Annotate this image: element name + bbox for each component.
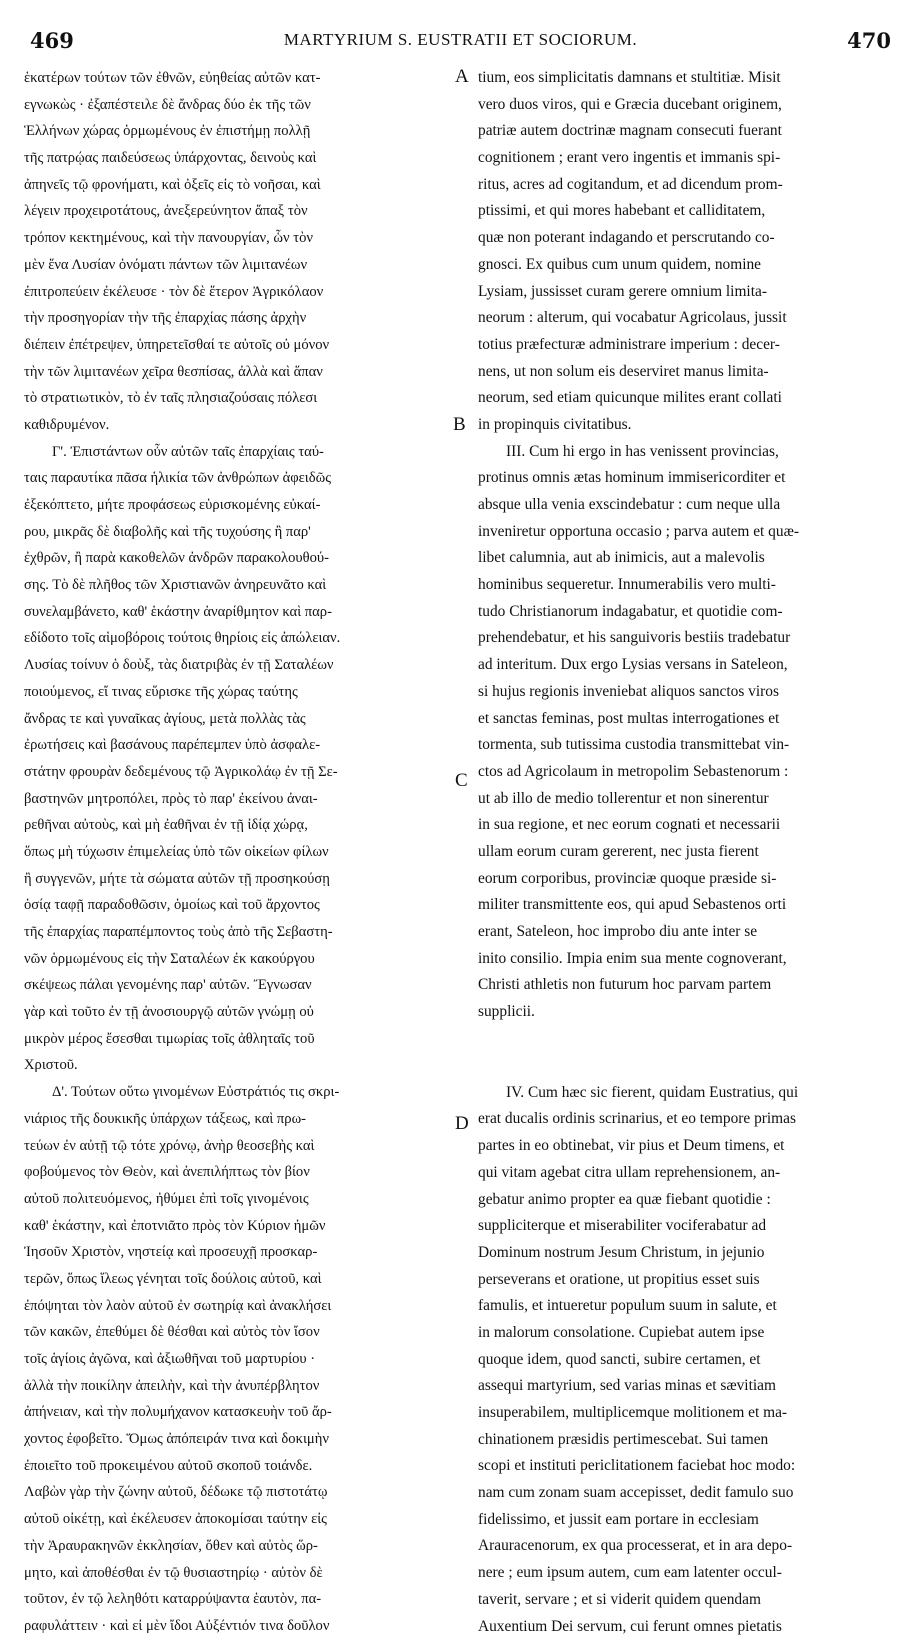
text-line: Ἰησοῦν Χριστὸν, νηστείᾳ καὶ προσευχῇ προσκαρ- (24, 1239, 462, 1266)
text-line: cognitionem ; erant vero ingentis et immanis spi- (478, 145, 895, 172)
text-line: in sua regione, et nec eorum cognati et necessarii (478, 812, 895, 839)
text-line: ritus, acres ad cogitandum, et ad dicendum prom- (478, 172, 895, 199)
text-line: σκέψεως πάλαι γενομένης παρ' αὐτῶν. Ἔγνωσαν (24, 972, 462, 999)
text-line: ut ab illo de medio tollerentur et non sinerentur (478, 786, 895, 813)
text-line: nam cum zonam suam accepisset, dedit famulo suo (478, 1480, 895, 1507)
text-line: Ἑλλήνων χώρας ὁρμωμένους ἐν ἐπιστήμῃ πολλῇ (24, 118, 462, 145)
text-line: τοῦτον, ἐν τῷ λεληθότι καταρρύψαντα ἑαυτὸν, πα- (24, 1586, 462, 1613)
section-marker-b: B (453, 414, 466, 436)
text-line: ἄνδρας τε καὶ γυναῖκας ἁγίους, μετὰ πολλὰς τὰς (24, 706, 462, 733)
text-line: Dominum nostrum Jesum Christum, in jejunio (478, 1240, 895, 1267)
right-page-number: 470 (847, 28, 891, 53)
text-line: Λυσίας τοίνυν ὁ δοὺξ, τὰς διατριβὰς ἐν τῇ Σαταλέων (24, 652, 462, 679)
section-marker-c: C (455, 770, 468, 792)
text-line: νῶν ὁρμωμένους εἰς τὴν Σαταλέων ἐκ κακούργου (24, 946, 462, 973)
text-line: vero duos viros, qui e Græcia ducebant originem, (478, 92, 895, 119)
text-line: tormenta, sub tutissima custodia transmittebat vin- (478, 732, 895, 759)
text-line: εγνωκὼς · ἐξαπέστειλε δὲ ἄνδρας δύο ἐκ τῆς τῶν (24, 92, 462, 119)
text-line: chinationem præsidis pertimescebat. Sui tamen (478, 1427, 895, 1454)
text-line: Christi athletis non futurum hoc parvam partem (478, 972, 895, 999)
text-line: ἐχθρῶν, ἢ παρὰ κακοθελῶν ἀνδρῶν παρακολουθού- (24, 545, 462, 572)
text-line: βαστηνῶν μητροπόλει, πρὸς τὸ παρ' ἐκείνου ἀναι- (24, 786, 462, 813)
text-line: prehendebatur, et his sanguivoris bestiis tradebatur (478, 625, 895, 652)
text-line: ἀλλὰ τὴν ποικίλην ἀπειλὴν, καὶ τὴν ἀνυπέρβλητον (24, 1373, 462, 1400)
text-line: τοῖς ἁγίοις ἀγῶνα, καὶ ἀξιωθῆναι τοῦ μαρτυρίου · (24, 1346, 462, 1373)
text-line: et sanctas feminas, post multas interrogationes et (478, 706, 895, 733)
text-line: εδίδοτο τοῖς αἱμοβόροις τούτοις θηρίοις εἰς ἀπώλειαν. (24, 625, 462, 652)
text-line: quæ non poterant indagando et perscrutando co- (478, 225, 895, 252)
text-line: tium, eos simplicitatis damnans et stultitiæ. Misit (478, 65, 895, 92)
text-line: ποιούμενος, εἴ τινας εὕρισκε τῆς χώρας ταύτης (24, 679, 462, 706)
text-line: καθιδρυμένον. (24, 412, 462, 439)
text-line: τρόπον κεκτημένους, καὶ τὴν πανουργίαν, ὧν τὸν (24, 225, 462, 252)
text-line: συνελαμβάνετο, καθ' ἑκάστην ἀναρίθμητον καὶ παρ- (24, 599, 462, 626)
text-line: in malorum consolatione. Cupiebat autem ipse (478, 1320, 895, 1347)
text-line: ἐρωτήσεις καὶ βασάνους παρέπεμπεν ὑπὸ ἀσφαλε- (24, 732, 462, 759)
text-line: nere ; eum ipsum autem, cum eam latenter occul- (478, 1560, 895, 1587)
text-line: erant, Sateleon, hoc improbo diu ante inter se (478, 919, 895, 946)
text-line: Lysiam, jussisset curam gerere omnium limita- (478, 279, 895, 306)
text-line: in propinquis civitatibus. (478, 412, 895, 439)
text-line: ad interitum. Dux ergo Lysias versans in Sateleon, (478, 652, 895, 679)
text-line: τὴν τῶν λιμιτανέων χεῖρα θεσπίσας, ἀλλὰ καὶ ἅπαν (24, 359, 462, 386)
text-line: Auxentium Dei servum, cui ferunt omnes pietatis (478, 1614, 895, 1640)
text-line: ἐποιεῖτο τοῦ προκειμένου αὐτοῦ σκοποῦ τοιάνδε. (24, 1453, 462, 1480)
latin-text-column (478, 65, 895, 1640)
text-line: τῆς ἐπαρχίας παραπέμποντος τοὺς ἀπὸ τῆς Σεβαστη- (24, 919, 462, 946)
text-line: erat ducalis ordinis scrinarius, et eo tempore primas (478, 1106, 895, 1133)
text-line: inveniretur opportuna occasio ; parva autem et quæ- (478, 519, 895, 546)
text-line: σης. Τὸ δὲ πλῆθος τῶν Χριστιανῶν ἀνηρευνᾶτο καὶ (24, 572, 462, 599)
text-line: ρου, μικρᾶς δὲ διαβολῆς καὶ τῆς τυχούσης ἢ παρ' (24, 519, 462, 546)
text-line: quoque idem, quod sancti, subire certamen, et (478, 1347, 895, 1374)
text-line: qui vitam agebat citra ullam reprehensionem, an- (478, 1160, 895, 1187)
text-line: ἐπιτροπεύειν ἐκέλευσε · τὸν δὲ ἕτερον Ἀγρικόλαον (24, 279, 462, 306)
text-line: scopi et instituti periclitationem faciebat hoc modo: (478, 1453, 895, 1480)
text-line: Γ'. Ἐπιστάντων οὖν αὐτῶν ταῖς ἐπαρχίαις ταύ- (24, 439, 462, 466)
text-line: Λαβὼν γὰρ τὴν ζώνην αὐτοῦ, δέδωκε τῷ πιστοτάτῳ (24, 1479, 462, 1506)
text-line: Χριστοῦ. (24, 1052, 462, 1079)
text-line: μικρὸν μέρος ἔσεσθαι τιμωρίας τοῖς ἀθληταῖς τοῦ (24, 1026, 462, 1053)
text-line: ραφυλάττειν · καὶ εἰ μὲν ἴδοι Αὐξέντιόν τινα δοῦλον (24, 1613, 462, 1640)
text-line: ptissimi, et qui mores habebant et calliditatem, (478, 198, 895, 225)
text-line: fidelissimo, et jussit eam portare in ecclesiam (478, 1507, 895, 1534)
text-line: patriæ autem doctrinæ magnam consecuti fuerant (478, 118, 895, 145)
text-line: perseverans et oratione, ut propitius esset suis (478, 1267, 895, 1294)
text-line: τερῶν, ὅπως ἵλεως γένηται τοῖς δούλοις αὐτοῦ, καὶ (24, 1266, 462, 1293)
text-line: inito consilio. Impia enim sua mente cognoverant, (478, 946, 895, 973)
text-line: ctos ad Agricolaum in metropolim Sebastenorum : (478, 759, 895, 786)
text-line: αὐτοῦ οἰκέτῃ, καὶ ἐκέλευσεν ἀποκομίσαι ταύτην εἰς (24, 1506, 462, 1533)
text-line: ullam eorum curam gererent, nec justa fierent (478, 839, 895, 866)
text-line: διέπειν ἐπέτρεψεν, ὑπηρετεῖσθαί τε αὐτοῖς οὐ μόνον (24, 332, 462, 359)
text-line: τεύων ἐν αὐτῇ τῷ τότε χρόνῳ, ἀνὴρ θεοσεβὴς καὶ (24, 1133, 462, 1160)
text-line: τὴν προσηγορίαν τὴν τῆς ἐπαρχίας πάσης ἀρχὴν (24, 305, 462, 332)
text-line: neorum, sed etiam quicunque milites erant collati (478, 385, 895, 412)
text-line: supplicii. (478, 999, 895, 1026)
text-line: hominibus sequeretur. Innumerabilis vero multi- (478, 572, 895, 599)
text-line: λέγειν προχειροτάτους, ἀνεξερεύνητον ἅπαξ τὸν (24, 198, 462, 225)
text-line: tudo Christianorum indagabatur, et quotidie com- (478, 599, 895, 626)
latin-block-1 (478, 65, 895, 1026)
text-line: III. Cum hi ergo in has venissent provincias, (478, 439, 895, 466)
text-line: gebatur animo propter ea quæ fiebant quotidie : (478, 1187, 895, 1214)
text-line: ἢ συγγενῶν, μήτε τὰ σώματα αὐτῶν τῇ προσηκούσῃ (24, 866, 462, 893)
text-line: neorum : alterum, qui vocabatur Agricolaus, jussit (478, 305, 895, 332)
text-line: famulis, et intueretur populum suum in salute, et (478, 1293, 895, 1320)
text-line: τῶν κακῶν, ἐπεθύμει δὲ θέσθαι καὶ αὐτὸς τὸν ἴσον (24, 1319, 462, 1346)
text-line: μὲν ἕνα Λυσίαν ὀνόματι πάντων τῶν λιμιτανέων (24, 252, 462, 279)
running-title: MARTYRIUM S. EUSTRATII ET SOCIORUM. (30, 30, 891, 50)
text-line: τὴν Ἀραυρακηνῶν ἐκκλησίαν, ὅθεν καὶ αὐτὸς ὥρ- (24, 1533, 462, 1560)
text-line: καθ' ἑκάστην, καὶ ἐποτνιᾶτο πρὸς τὸν Κύριον ἡμῶν (24, 1213, 462, 1240)
greek-text-column (24, 65, 462, 1640)
text-line: taverit, servare ; et si viderit quidem quendam (478, 1587, 895, 1614)
text-line: Δ'. Τούτων οὕτω γινομένων Εὐστράτιός τις σκρι- (24, 1079, 462, 1106)
text-line: αὐτοῦ πολιτευόμενος, ἠθύμει ἐπὶ τοῖς γινομένοις (24, 1186, 462, 1213)
text-line: τὸ στρατιωτικὸν, τὸ ἐν ταῖς πλησιαζούσαις πόλεσι (24, 385, 462, 412)
running-header (30, 28, 891, 58)
text-line: στάτην φρουρὰν δεδεμένους τῷ Ἀγρικολάῳ ἐν τῇ Σε- (24, 759, 462, 786)
text-line: νιάριος τῆς δουκικῆς ὑπάρχων τάξεως, καὶ πρω- (24, 1106, 462, 1133)
text-line: Arauracenorum, ex qua processerat, et in ara depo- (478, 1533, 895, 1560)
text-line: insuperabilem, multiplicemque molitionem et ma- (478, 1400, 895, 1427)
section-marker-d: D (455, 1113, 469, 1135)
text-line: τῆς πατρῴας παιδεύσεως ὑπάρχοντας, δεινοὺς καὶ (24, 145, 462, 172)
text-line: χοντος ἐφοβεῖτο. Ὅμως ἀπόπειράν τινα καὶ δοκιμὴν (24, 1426, 462, 1453)
text-line: gnosci. Ex quibus cum unum quidem, nomine (478, 252, 895, 279)
text-line: ρεθῆναι αὐτοὺς, καὶ μὴ ἐαθῆναι ἐν τῇ ἰδίᾳ χώρᾳ, (24, 812, 462, 839)
text-line: ἐπόψηται τὸν λαὸν αὐτοῦ ἐν σωτηρίᾳ καὶ ἀνακλήσει (24, 1293, 462, 1320)
text-line: eorum corporibus, provinciæ quoque præside si- (478, 866, 895, 893)
latin-block-2 (478, 1080, 895, 1640)
text-line: ταις παραυτίκα πᾶσα ἡλικία τῶν ἀνθρώπων ἀφειδῶς (24, 465, 462, 492)
text-line: absque ulla venia exscindebatur : cum neque ulla (478, 492, 895, 519)
paragraph-gap (478, 1026, 895, 1080)
section-marker-a: A (455, 66, 469, 88)
text-line: ὁσίᾳ ταφῇ παραδοθῶσιν, ὁμοίως καὶ τοῦ ἄρχοντος (24, 892, 462, 919)
text-line: ἀπηνεῖς τῷ φρονήματι, καὶ ὀξεῖς εἰς τὸ νοῆσαι, καὶ (24, 172, 462, 199)
text-line: ἑκατέρων τούτων τῶν ἐθνῶν, εὐηθείας αὐτῶν κατ- (24, 65, 462, 92)
text-line: ὅπως μὴ τύχωσιν ἐπιμελείας ὑπὸ τῶν οἰκείων φίλων (24, 839, 462, 866)
left-page-number: 469 (30, 28, 74, 53)
text-line: protinus omnis ætas hominum immisericorditer et (478, 465, 895, 492)
text-line: ἀπήνειαν, καὶ τὴν πολυμήχανον κατασκευὴν τοῦ ἄρ- (24, 1399, 462, 1426)
text-line: suppliciterque et miserabiliter vociferabatur ad (478, 1213, 895, 1240)
text-line: si hujus regionis inveniebat aliquos sanctos viros (478, 679, 895, 706)
text-line: nens, ut non solum eis deserviret manus limita- (478, 359, 895, 386)
text-line: militer transmittente eos, qui apud Sebastenos orti (478, 892, 895, 919)
text-line: assequi martyrium, sed varias minas et sævitiam (478, 1373, 895, 1400)
text-line: φοβούμενος τὸν Θεὸν, καὶ ἀνεπιλήπτως τὸν βίον (24, 1159, 462, 1186)
text-line: partes in eo obtinebat, vir pius et Deum timens, et (478, 1133, 895, 1160)
text-line: IV. Cum hæc sic fierent, quidam Eustratius, qui (478, 1080, 895, 1107)
text-line: totius præfecturæ administrare imperium : decer- (478, 332, 895, 359)
text-line: libet calumnia, aut ab inimicis, aut a malevolis (478, 545, 895, 572)
text-line: γὰρ καὶ τοῦτο ἐν τῇ ἀνοσιουργῷ αὐτῶν γνώμῃ οὐ (24, 999, 462, 1026)
text-line: μητο, καὶ ἀποθέσθαι ἐν τῷ θυσιαστηρίῳ · αὐτὸν δὲ (24, 1560, 462, 1587)
text-line: ἐξεκόπτετο, μήτε προφάσεως εὑρισκομένης εὐκαί- (24, 492, 462, 519)
